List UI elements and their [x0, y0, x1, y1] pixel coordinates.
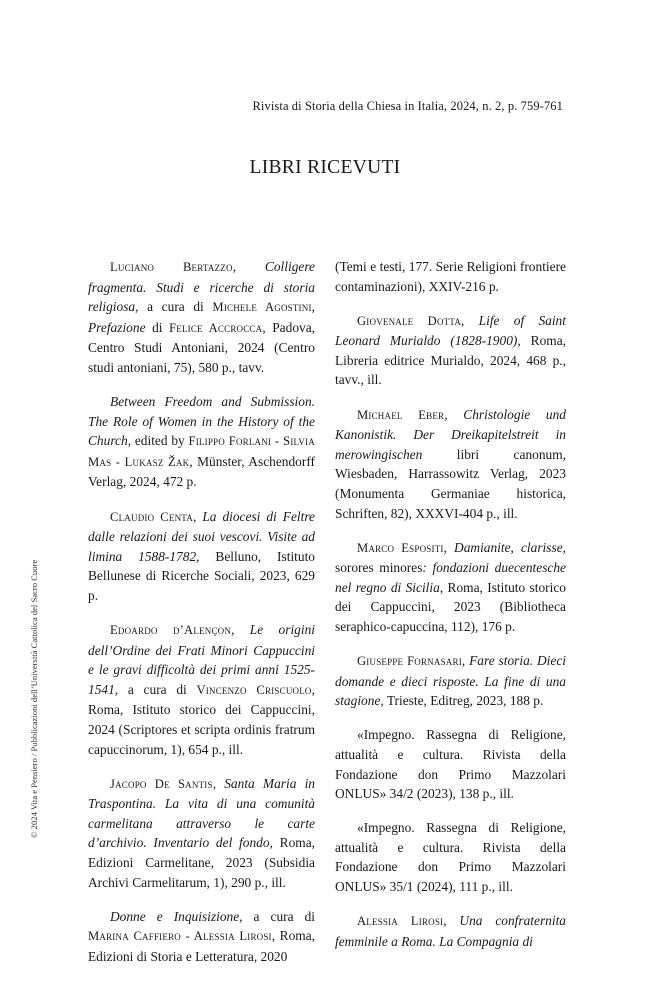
author: Michael Eber [357, 407, 445, 422]
editor: Felice Accrocca [169, 320, 263, 335]
text: , Roma, Istituto storico dei Cappuccini, 2023 (Bibliotheca seraphico-capuccina, 112), 176 p. [335, 579, 566, 634]
text: , a cura di [114, 681, 197, 697]
section-title: LIBRI RICEVUTI [249, 157, 401, 178]
text: , [192, 508, 203, 524]
book-entry [88, 774, 315, 893]
book-entry [335, 911, 566, 951]
right-column [335, 257, 566, 966]
text: , Roma, Edizioni di Storia e Letteratura, 2020 [88, 928, 316, 964]
text: , Padova, Centro Studi Antoniani, 2024 (Centro studi antoniani, 75), 580 p., tavv. [88, 319, 315, 375]
book-title: Colligere fragmenta. Studi e ricerche di storia religiosa [88, 259, 315, 315]
journal-entry: «Impegno. Rassegna di Religione, attualità e cultura. Rivista della Fondazione don Primo Mazzolari ONLUS» 35/1 (2024), 111 p., ill. [335, 820, 566, 895]
text: , a cura di [239, 908, 315, 924]
book-title: Damianite, clarisse, [454, 539, 566, 555]
book-entry [88, 257, 315, 378]
author: Edoardo d’Alençon [110, 623, 232, 637]
book-entry [88, 507, 315, 606]
text: , [443, 913, 460, 929]
text: , Trieste, Editreg, 2023, 188 p. [380, 693, 544, 709]
book-entry [88, 907, 315, 967]
text: , edited by [127, 433, 189, 449]
book-title: Donne e Inquisizione [110, 908, 240, 924]
author: Giovenale Dotta [357, 313, 462, 328]
book-title: Santa Maria in Traspontina. La vita di una comunità carmelitana attraverso le carte d’archivio. Inventario del fondo [88, 775, 315, 851]
journal-entry: «Impegno. Rassegna di Religione, attualità e cultura. Rivista della Fondazione don Primo Mazzolari ONLUS» 34/2 (2023), 138 p., ill. [335, 727, 566, 802]
author: Jacopo De Santis [110, 776, 213, 791]
book-entry [335, 538, 566, 637]
book-title: Una confraternita femminile a Roma. La Compagnia di [335, 913, 566, 949]
book-title: : fondazioni duecentesche nel regno di Sicilia [335, 560, 566, 595]
text: , [231, 622, 250, 637]
text: , [311, 299, 316, 315]
text: , [443, 539, 455, 555]
author: Alessia Lirosi [357, 914, 444, 929]
editor: Filippo Forlani - Silvia Mas - Lukasz Žak [88, 434, 315, 469]
text: libri canonum, Wiesbaden, Harrassowitz Verlag, 2023 (Monumenta Germaniae historica, Schriften, 82), XXXVI-404 p., ill. [335, 446, 566, 521]
author: Luciano Bertazzo [110, 260, 233, 274]
text: , a cura di [135, 299, 213, 315]
author: Giuseppe Fornasari [357, 654, 462, 669]
text: Prefazione [88, 319, 146, 335]
editor: Vincenzo Criscuolo [196, 682, 312, 697]
text: , Roma, Istituto storico dei Cappuccini, 2024 (Scriptores et scripta ordinis fratrum capuccinorum, 1), 654 p., ill. [88, 681, 315, 757]
text: , Belluno, Istituto Bellunese di Ricerche Sociali, 2023, 629 p. [88, 548, 315, 603]
text: , [461, 312, 479, 328]
text: , Münster, Aschendorff Verlag, 2024, 472 p. [88, 453, 315, 490]
copyright-sidebar: © 2024 Vita e Pensiero / Pubblicazioni dell’Università Cattolica del Sacro Cuore [29, 559, 39, 838]
text: , [212, 775, 225, 791]
editor: Marina Caffiero - Alessia Lirosi [88, 929, 272, 944]
book-title: Christologie und Kanonistik. Der Dreikapitelstreit in merowingischen [335, 406, 566, 462]
left-column [88, 257, 315, 981]
book-title: Life of Saint Leonard Murialdo (1828-1900) [335, 312, 566, 349]
book-title: Between Freedom and Submission. The Role of Women in the History of the Church [88, 394, 315, 449]
book-entry [335, 651, 566, 711]
author: Claudio Centa [110, 509, 193, 524]
book-entry [335, 311, 566, 390]
book-title: La diocesi di Feltre dalle relazioni dei suoi vescovi. Visite ad limina 1588-1782 [88, 508, 315, 564]
text: , [444, 406, 464, 422]
text: , [232, 259, 265, 274]
author: Marco Espositi [357, 540, 444, 555]
text: , Roma, Edizioni Carmelitane, 2023 (Subsidia Archivi Carmelitarum, 1), 290 p., ill. [88, 835, 316, 890]
text: , Roma, Libreria editrice Murialdo, 2024, 468 p., tavv., ill. [335, 333, 567, 388]
book-entry [335, 405, 566, 524]
text: , [461, 653, 470, 669]
book-entry [88, 620, 315, 759]
book-entry [88, 392, 315, 492]
running-header: Rivista di Storia della Chiesa in Italia, 2024, n. 2, p. 759-761 [252, 99, 563, 113]
editor: Michele Agostini [212, 300, 312, 315]
book-title: Fare storia. Dieci domande e dieci risposte. La fine di una stagione [335, 653, 566, 709]
book-title: Le origini dell’Ordine dei Frati Minori Cappuccini e le gravi difficoltà dei primi anni 1525-1541 [88, 622, 315, 697]
text: sorores minores [335, 560, 423, 576]
text: di [145, 319, 170, 335]
book-entry-continued: (Temi e testi, 177. Serie Religioni frontiere contaminazioni), XXIV-216 p. [335, 259, 566, 294]
